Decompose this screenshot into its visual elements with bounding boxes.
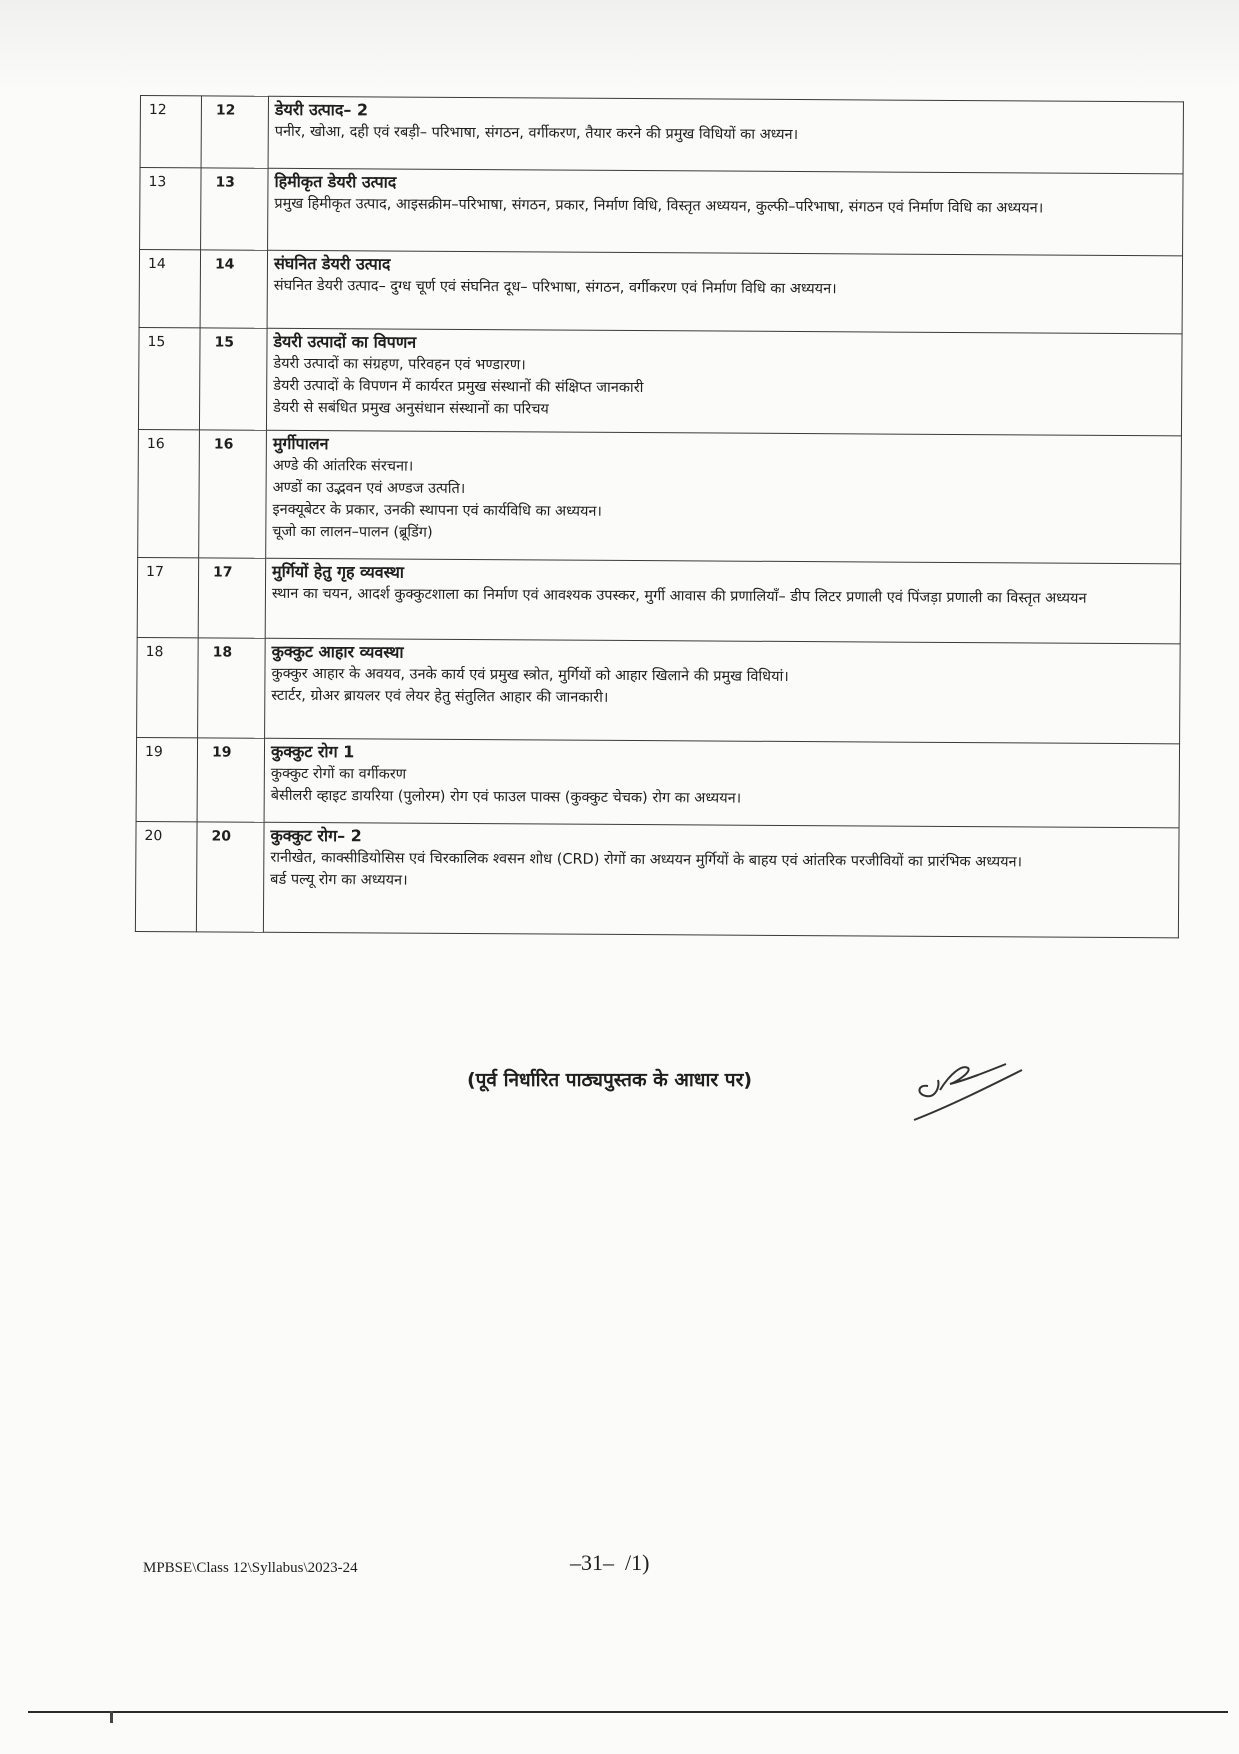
unit-title: हिमीकृत डेयरी उत्पाद (274, 171, 397, 192)
serial-number: 17 (137, 557, 198, 637)
unit-topic-line: बेसीलरी व्हाइट डायरिया (पुलोरम) रोग एवं फाउल पाक्स (कुक्कुट चेचक) रोग का अध्ययन। (270, 787, 742, 807)
bottom-rule (28, 1711, 1228, 1713)
serial-number: 20 (135, 821, 197, 931)
unit-row (137, 637, 1181, 743)
serial-number: 16 (138, 429, 200, 557)
unit-title: कुक्कुट रोग– 2 (270, 825, 362, 846)
serial-number: 13 (140, 168, 201, 250)
unit-number: 20 (196, 822, 264, 932)
unit-content (266, 430, 1182, 564)
unit-title: कुक्कुट रोग 1 (270, 741, 355, 762)
page-shade (0, 0, 1239, 90)
unit-number: 19 (197, 738, 265, 822)
serial-number: 15 (138, 327, 200, 429)
unit-topic-line: कुक्कुर आहार के अवयव, उनके कार्य एवं प्रमुख स्त्रोत, मुर्गियों को आहार खिलाने की प्रमुख विधियां। (271, 665, 789, 685)
unit-row (138, 429, 1182, 563)
unit-content (267, 250, 1182, 334)
footer-note: (पूर्व निर्धारित पाठ्यपुस्तक के आधार पर) (466, 1069, 753, 1091)
unit-title: डेयरी उत्पादों का विपणन (273, 331, 417, 352)
syllabus-table (135, 95, 1184, 938)
unit-topic-line: इनक्यूबेटर के प्रकार, उनकी स्थापना एवं कार्यविधि का अध्ययन। (272, 501, 603, 520)
unit-row (135, 821, 1179, 937)
unit-topic-line: डेयरी उत्पादों का संग्रहण, परिवहन एवं भण्डारण। (273, 355, 526, 374)
unit-title: मुर्गीपालन (272, 433, 329, 454)
unit-title: संघनित डेयरी उत्पाद (273, 253, 391, 274)
unit-topic-line: चूजो का लालन–पालन (ब्रूडिंग) (272, 523, 433, 541)
unit-topic-line: संघनित डेयरी उत्पाद– दुग्ध चूर्ण एवं संघनित दूध– परिभाषा, संगठन, वर्गीकरण एवं निर्माण विधि का अध्ययन। (273, 277, 837, 298)
unit-row (138, 327, 1182, 435)
unit-number: 14 (200, 250, 267, 328)
unit-topic-line: डेयरी उत्पादों के विपणन में कार्यरत प्रमुख संस्थानों की संक्षिप्त जानकारी (273, 377, 644, 397)
bottom-rule-tick (110, 1711, 113, 1723)
unit-topic-line: अण्डों का उद्भवन एवं अण्डज उत्पति। (272, 479, 466, 497)
unit-number: 16 (199, 430, 267, 558)
unit-row (140, 168, 1183, 256)
serial-number: 12 (140, 96, 201, 168)
unit-content (265, 558, 1180, 644)
unit-title: कुक्कुट आहार व्यवस्था (271, 641, 404, 662)
unit-topic-line: कुक्कुट रोगों का वर्गीकरण (270, 765, 407, 783)
unit-topic-line: स्टार्टर, ग्रोअर ब्रायलर एवं लेयर हेतु संतुलित आहार की जानकारी। (271, 687, 609, 706)
unit-title: डेयरी उत्पाद– 2 (274, 99, 369, 120)
unit-topic-line: डेयरी से सबंधित प्रमुख अनुसंधान संस्थानों का परिचय (273, 399, 549, 418)
serial-number: 14 (139, 250, 200, 328)
unit-content (268, 96, 1183, 174)
unit-content (268, 168, 1183, 256)
unit-topic-line: पनीर, खोआ, दही एवं रबड़ी– परिभाषा, संगठन, वर्गीकरण, तैयार करने की प्रमुख विधियों का अध्यन। (274, 123, 799, 144)
unit-row (140, 96, 1183, 174)
unit-number: 17 (198, 558, 265, 638)
unit-content (263, 822, 1179, 938)
page-number: –31– /1) (570, 1550, 650, 1575)
unit-topic-line: रानीखेत, काक्सीडियोसिस एवं चिरकालिक श्वसन शोध (CRD) रोगों का अध्ययन मुर्गियों के बाहय एवं आंतरिक परजीवियों का प्रारंभिक अध्ययन। (270, 849, 1023, 871)
unit-topic-line: अण्डे की आंतरिक संरचना। (272, 457, 414, 475)
unit-number: 15 (199, 328, 267, 430)
unit-row (136, 737, 1179, 827)
unit-row (137, 557, 1180, 643)
unit-title: मुर्गियों हेतु गृह व्यवस्था (272, 561, 405, 582)
unit-number: 13 (201, 168, 268, 250)
unit-content (264, 738, 1179, 828)
unit-topic-line: प्रमुख हिमीकृत उत्पाद, आइसक्रीम–परिभाषा, संगठन, प्रकार, निर्माण विधि, विस्तृत अध्ययन, कुल्फी–परिभाषा, संगठन एवं निर्माण विधि का अध्ययन। (274, 195, 1044, 217)
serial-number: 18 (137, 637, 199, 737)
serial-number: 19 (136, 737, 198, 821)
unit-topic-line: बर्ड पल्यू रोग का अध्ययन। (270, 871, 408, 889)
unit-row (139, 250, 1182, 334)
unit-number: 12 (201, 96, 268, 168)
document-reference: MPBSE\Class 12\Syllabus\2023-24 (143, 1560, 358, 1576)
signature (910, 1050, 1040, 1130)
unit-topic-line: स्थान का चयन, आदर्श कुक्कुटशाला का निर्माण एवं आवश्यक उपस्कर, मुर्गी आवास की प्रणालियाँ– डीप लिटर प्रणाली एवं पिंजड़ा प्रणाली का विस्तृत अध्ययन (271, 585, 1087, 607)
unit-number: 18 (198, 638, 266, 738)
unit-content (265, 638, 1181, 744)
unit-content (266, 328, 1182, 436)
